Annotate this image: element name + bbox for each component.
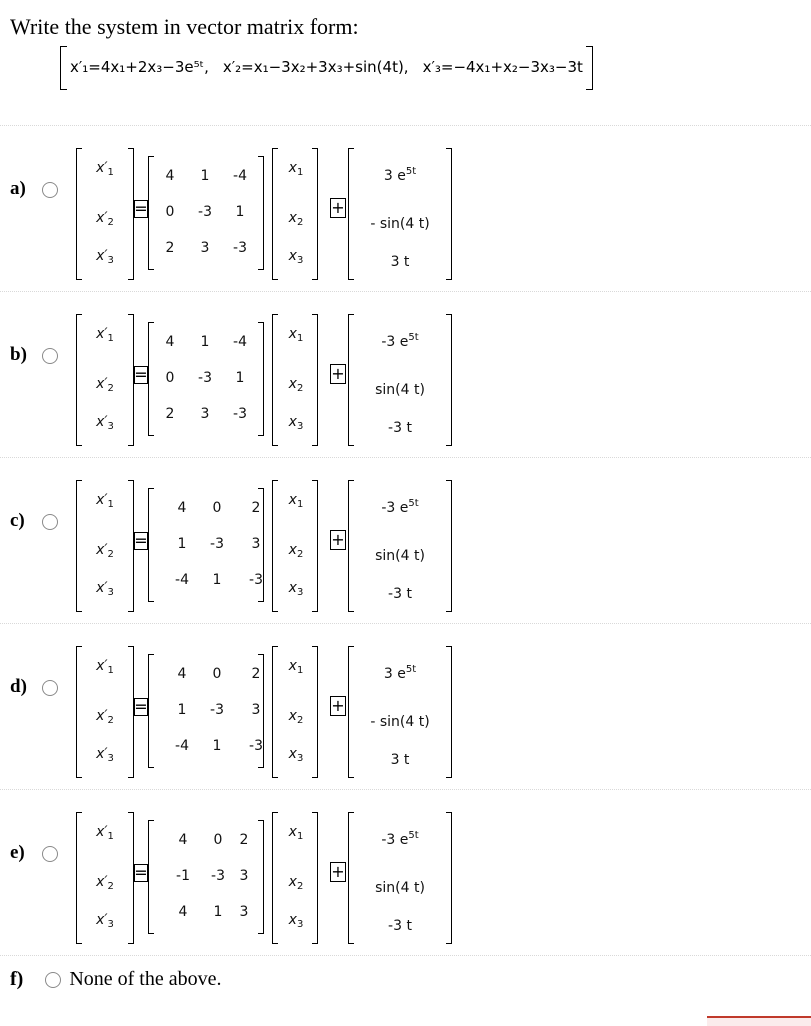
x-vector-left-bracket [272,812,278,944]
forcing-entry: -3 $e^{5t}$ [381,830,419,848]
option-c[interactable] [0,462,811,612]
matrix-entry: 4 [177,666,187,682]
forcing-entry: sin(4 t) [375,382,425,398]
matrix-entry: -4 [175,572,189,588]
lhs-entry: $x'_1$ [96,326,114,344]
x-vector-left-bracket [272,480,278,612]
lhs-entry: $x'_1$ [96,160,114,178]
lhs-vector-left-bracket [76,148,82,280]
equals-symbol: = [134,531,148,550]
equals-symbol: = [134,365,148,384]
option-d[interactable] [0,628,811,778]
lhs-vector-left-bracket [76,646,82,778]
system-of-equations [60,46,593,88]
option-letter: c) [10,510,25,531]
forcing-entry: - sin(4 t) [370,714,430,730]
coefficient-matrix-left-bracket [148,488,154,602]
coefficient-matrix-left-bracket [148,820,154,934]
lhs-entry: $x'_3$ [96,912,114,930]
matrix-entry: 2 [239,832,249,848]
coefficient-matrix-left-bracket [148,654,154,768]
matrix-entry: 4 [165,334,175,350]
system-left-bar [60,46,67,90]
x-vector-entry: $x_3$ [288,912,304,930]
x-vector-entry: $x_1$ [288,658,304,676]
forcing-vector-left-bracket [348,148,354,280]
lhs-entry: $x'_1$ [96,492,114,510]
x-vector-entry: $x_3$ [288,746,304,764]
option-letter: e) [10,842,25,863]
coefficient-matrix-left-bracket [148,156,154,270]
matrix-entry: -1 [176,868,190,884]
matrix-entry: 0 [212,500,222,516]
matrix-entry: 1 [235,370,245,386]
option-f[interactable] [10,968,222,991]
option-letter: b) [10,344,27,365]
matrix-entry: -3 [249,738,263,754]
forcing-entry: -3 t [388,918,412,934]
matrix-entry: 2 [251,666,261,682]
matrix-entry: 1 [200,334,210,350]
x-vector-left-bracket [272,314,278,446]
matrix-entry: -4 [233,168,247,184]
matrix-entry: -3 [198,204,212,220]
lhs-entry: $x'_3$ [96,414,114,432]
matrix-entry: 3 [200,240,210,256]
option-letter: a) [10,178,26,199]
forcing-vector-left-bracket [348,646,354,778]
matrix-entry: 4 [178,904,188,920]
lhs-entry: $x'_2$ [96,874,114,892]
x-vector-entry: $x_2$ [288,210,304,228]
matrix-entry: 1 [200,168,210,184]
lhs-entry: $x'_1$ [96,824,114,842]
lhs-vector-left-bracket [76,480,82,612]
equals-symbol: = [134,199,148,218]
x-vector-right-bracket [312,314,318,446]
matrix-entry: -4 [233,334,247,350]
option-a[interactable] [0,130,811,280]
matrix-entry: 0 [165,370,175,386]
x-vector-entry: $x_3$ [288,414,304,432]
forcing-vector-left-bracket [348,480,354,612]
matrix-entry: -3 [249,572,263,588]
matrix-entry: 2 [251,500,261,516]
radio-button[interactable] [45,972,61,988]
system-right-bar [586,46,593,90]
option-separator [0,457,811,458]
x-vector-right-bracket [312,812,318,944]
matrix-entry: 1 [212,572,222,588]
plus-symbol: + [331,364,345,383]
lhs-entry: $x'_2$ [96,376,114,394]
matrix-entry: 1 [235,204,245,220]
option-separator [0,789,811,790]
forcing-entry: sin(4 t) [375,548,425,564]
matrix-entry: -3 [198,370,212,386]
lhs-entry: $x'_2$ [96,542,114,560]
equation-1: x′₁=4x₁+2x₃−3e⁵ᵗ, [70,58,209,76]
x-vector-entry: $x_3$ [288,248,304,266]
matrix-entry: 0 [212,666,222,682]
forcing-entry: - sin(4 t) [370,216,430,232]
option-e[interactable] [0,794,811,944]
x-vector-entry: $x_3$ [288,580,304,598]
matrix-entry: 4 [178,832,188,848]
plus-symbol: + [331,862,345,881]
plus-symbol: + [331,530,345,549]
coefficient-matrix-left-bracket [148,322,154,436]
forcing-vector-left-bracket [348,314,354,446]
equation-3: x′₃=−4x₁+x₂−3x₃−3t [422,58,583,76]
radio-button[interactable] [42,182,58,198]
x-vector-entry: $x_1$ [288,824,304,842]
equals-symbol: = [134,697,148,716]
x-vector-entry: $x_1$ [288,326,304,344]
x-vector-left-bracket [272,646,278,778]
option-separator [0,291,811,292]
forcing-entry: -3 t [388,586,412,602]
matrix-entry: 1 [213,904,223,920]
radio-button[interactable] [42,348,58,364]
x-vector-entry: $x_1$ [288,160,304,178]
forcing-entry: sin(4 t) [375,880,425,896]
coefficient-matrix-right-bracket [258,820,264,934]
matrix-entry: 4 [177,500,187,516]
forcing-vector-right-bracket [446,480,452,612]
matrix-entry: 2 [165,406,175,422]
matrix-entry: 0 [165,204,175,220]
matrix-entry: 0 [213,832,223,848]
forcing-entry: -3 $e^{5t}$ [381,498,419,516]
radio-button[interactable] [42,846,58,862]
option-f-label: None of the above. [69,968,222,990]
matrix-entry: -3 [210,536,224,552]
matrix-entry: 3 [251,536,261,552]
forcing-vector-left-bracket [348,812,354,944]
lhs-entry: $x'_3$ [96,580,114,598]
forcing-vector-right-bracket [446,314,452,446]
option-separator [0,125,811,126]
x-vector-entry: $x_2$ [288,874,304,892]
x-vector-entry: $x_2$ [288,542,304,560]
equals-symbol: = [134,863,148,882]
matrix-entry: -3 [233,406,247,422]
option-separator [0,955,811,956]
equation-2: x′₂=x₁−3x₂+3x₃+sin(4t), [222,58,409,76]
matrix-entry: 3 [239,904,249,920]
matrix-entry: 1 [177,536,187,552]
x-vector-left-bracket [272,148,278,280]
matrix-entry: 4 [165,168,175,184]
forcing-vector-right-bracket [446,646,452,778]
matrix-entry: 3 [200,406,210,422]
matrix-entry: 3 [239,868,249,884]
lhs-entry: $x'_3$ [96,248,114,266]
lhs-vector-left-bracket [76,812,82,944]
next-button[interactable] [707,1016,811,1026]
matrix-entry: -3 [211,868,225,884]
plus-symbol: + [331,696,345,715]
forcing-entry: 3 $e^{5t}$ [383,166,417,184]
coefficient-matrix-right-bracket [258,322,264,436]
option-letter: f) [10,968,24,990]
forcing-entry: 3 $e^{5t}$ [383,664,417,682]
matrix-entry: 3 [251,702,261,718]
matrix-entry: 2 [165,240,175,256]
forcing-vector-right-bracket [446,148,452,280]
x-vector-right-bracket [312,148,318,280]
lhs-entry: $x'_2$ [96,708,114,726]
radio-button[interactable] [42,514,58,530]
matrix-entry: 1 [212,738,222,754]
matrix-entry: -3 [233,240,247,256]
matrix-entry: -4 [175,738,189,754]
option-separator [0,623,811,624]
x-vector-entry: $x_2$ [288,708,304,726]
forcing-entry: 3 t [390,254,410,270]
forcing-entry: -3 $e^{5t}$ [381,332,419,350]
x-vector-entry: $x_2$ [288,376,304,394]
option-letter: d) [10,676,27,697]
matrix-entry: -3 [210,702,224,718]
x-vector-entry: $x_1$ [288,492,304,510]
coefficient-matrix-right-bracket [258,156,264,270]
forcing-vector-right-bracket [446,812,452,944]
question-title: Write the system in vector matrix form: [10,14,359,39]
matrix-entry: 1 [177,702,187,718]
lhs-entry: $x'_1$ [96,658,114,676]
lhs-entry: $x'_3$ [96,746,114,764]
plus-symbol: + [331,198,345,217]
lhs-entry: $x'_2$ [96,210,114,228]
x-vector-right-bracket [312,480,318,612]
lhs-vector-left-bracket [76,314,82,446]
forcing-entry: 3 t [390,752,410,768]
option-b[interactable] [0,296,811,446]
forcing-entry: -3 t [388,420,412,436]
x-vector-right-bracket [312,646,318,778]
radio-button[interactable] [42,680,58,696]
